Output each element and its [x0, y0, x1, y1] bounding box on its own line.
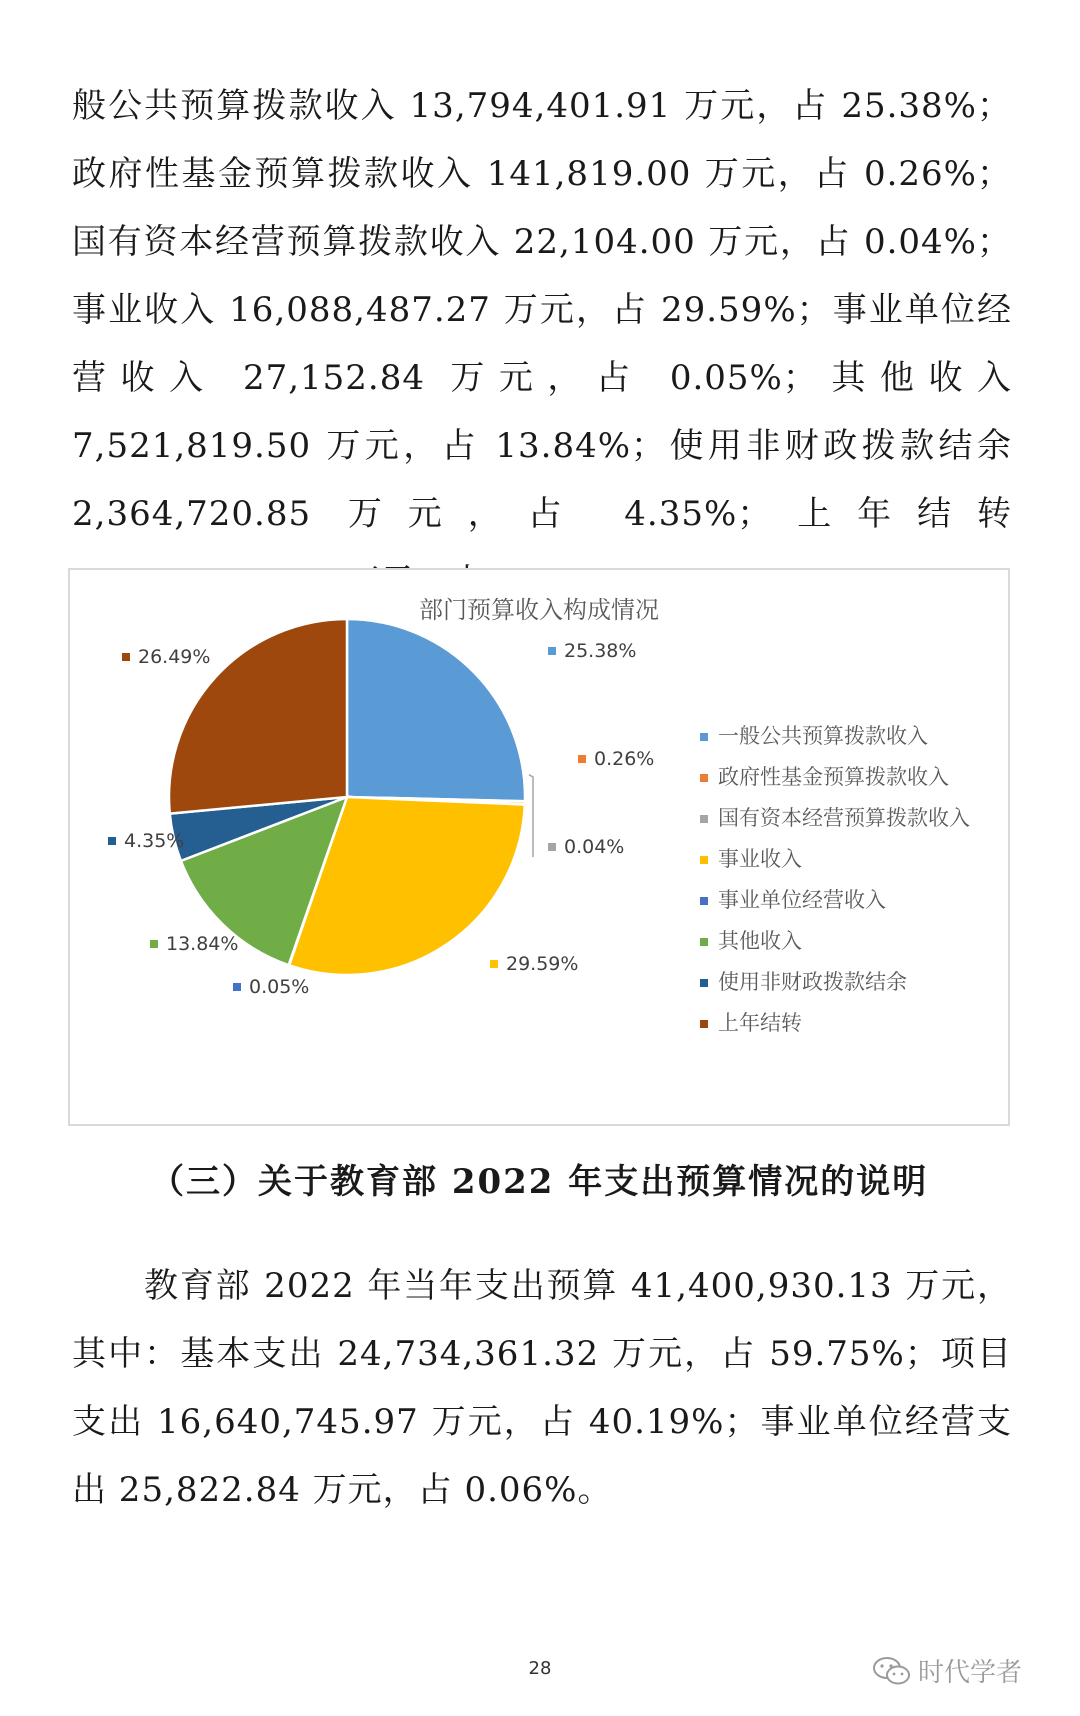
- legend-item: [700, 798, 970, 839]
- data-label-marker: [578, 755, 586, 763]
- chart-legend: [700, 716, 970, 1044]
- legend-swatch: [700, 856, 708, 864]
- data-label: 4.35%: [124, 830, 185, 852]
- income-pie-chart: [68, 568, 1010, 1126]
- data-label-marker: [150, 940, 158, 948]
- legend-item: [700, 921, 970, 962]
- legend-label: 事业收入: [718, 847, 802, 871]
- data-label-marker: [548, 843, 556, 851]
- legend-label: 政府性基金预算拨款收入: [718, 765, 949, 789]
- legend-swatch: [700, 774, 708, 782]
- legend-item: [700, 757, 970, 798]
- data-label-marker: [490, 960, 498, 968]
- legend-label: 其他收入: [718, 929, 802, 953]
- legend-label: 一般公共预算拨款收入: [718, 724, 928, 748]
- legend-item: [700, 839, 970, 880]
- legend-label: 事业单位经营收入: [718, 888, 886, 912]
- data-label: 25.38%: [564, 640, 637, 662]
- watermark: [872, 1652, 1022, 1689]
- section-heading: （三）关于教育部 2022 年支出预算情况的说明: [150, 1162, 929, 1202]
- data-label-marker: [548, 647, 556, 655]
- legend-swatch: [700, 1020, 708, 1028]
- legend-swatch: [700, 897, 708, 905]
- data-label: 26.49%: [138, 646, 211, 668]
- legend-item: [700, 1003, 970, 1044]
- legend-label: 上年结转: [718, 1011, 802, 1035]
- watermark-text: 时代学者: [917, 1658, 1022, 1688]
- legend-swatch: [700, 938, 708, 946]
- body-paragraph-expense: 教育部 2022 年当年支出预算 41,400,930.13 万元，其中：基本支出 24,734,361.32 万元，占 59.75%；项目支出 16,640,745.97 万元，占 40.19%；事业单位经营支出 25,822.84 万元，占 0.06%。: [72, 1266, 1012, 1510]
- data-label: 0.05%: [249, 976, 310, 998]
- legend-item: [700, 880, 970, 921]
- leader-line: [529, 775, 533, 857]
- legend-item: [700, 716, 970, 757]
- data-label-marker: [122, 653, 130, 661]
- legend-label: 使用非财政拨款结余: [718, 970, 907, 994]
- data-label: 0.04%: [564, 836, 625, 858]
- data-label-marker: [108, 837, 116, 845]
- legend-swatch: [700, 733, 708, 741]
- page-number: 28: [528, 1658, 552, 1679]
- data-label: 29.59%: [506, 953, 579, 975]
- legend-label: 国有资本经营预算拨款收入: [718, 806, 970, 830]
- pie-slice: [347, 619, 525, 801]
- data-label: 13.84%: [166, 933, 239, 955]
- data-label: 0.26%: [594, 748, 655, 770]
- wechat-icon: [872, 1656, 912, 1686]
- body-paragraph-income: 般公共预算拨款收入 13,794,401.91 万元，占 25.38%；政府性基金预算拨款收入 141,819.00 万元，占 0.26%；国有资本经营预算拨款收入 22,104.00 万元，占 0.04%；事业收入 16,088,487.27 万元，占 29.59%；事业单位经营收入 27,152.84 万元，占 0.05%；其他收入 7,521,819.50 万元，占 13.84%；使用非财政拨款结余 2,364,720.85 万元，占 4.35%；上年结转: [72, 86, 1012, 534]
- data-label-marker: [233, 983, 241, 991]
- legend-swatch: [700, 979, 708, 987]
- legend-item: [700, 962, 970, 1003]
- legend-swatch: [700, 815, 708, 823]
- chart-title: 部门预算收入构成情况: [419, 596, 659, 624]
